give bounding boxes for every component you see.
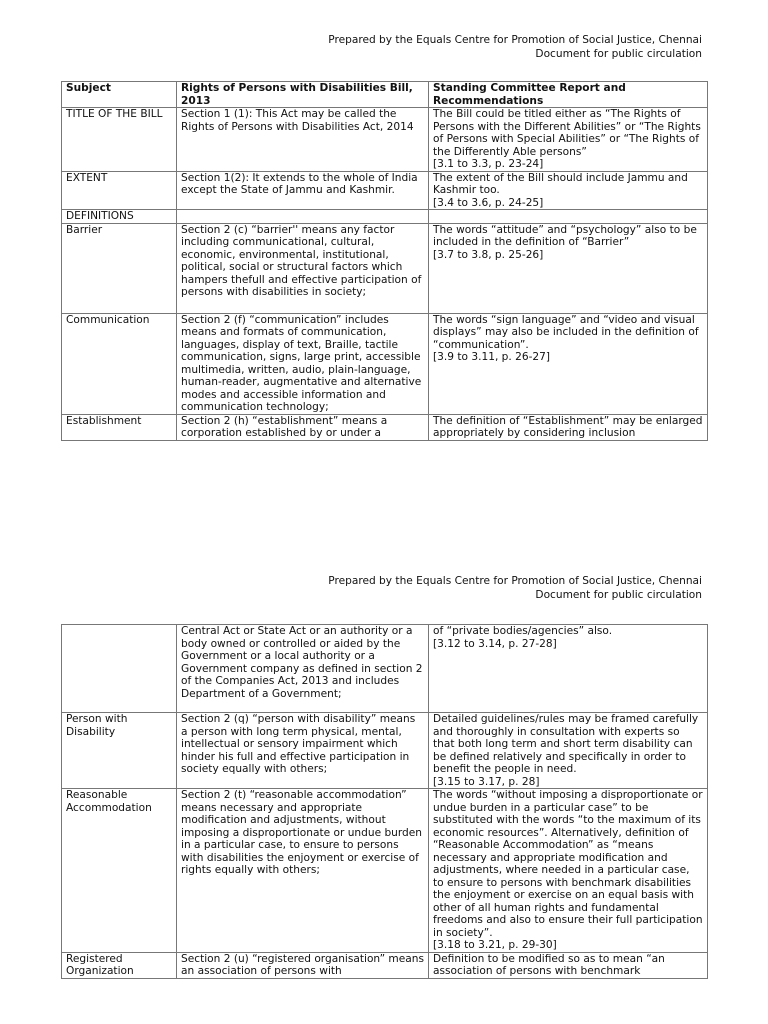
subject-cell [62, 625, 177, 713]
comparison-table [61, 81, 708, 441]
bill-cell: Section 2 (h) “establishment” means a corporation established by or under a [177, 414, 429, 440]
committee-cell: Definition to be modified so as to mean “an association of persons with benchmark [429, 952, 708, 978]
committee-cell: The definition of “Establishment” may be enlarged appropriately by considering inclusion [429, 414, 708, 440]
bill-cell: Section 1 (1): This Act may be called the Rights of Persons with Disabilities Act, 2014 [177, 108, 429, 172]
committee-text: The words “attitude” and “psychology” also to be included in the definition of “Barrier” [433, 223, 697, 248]
column-header-subject: Subject [62, 82, 177, 108]
header-circulation-line: Document for public circulation [535, 589, 702, 601]
subject-cell: Person with Disability [62, 713, 177, 789]
committee-cell [429, 713, 708, 789]
reference-text: [3.1 to 3.3, p. 23-24] [433, 158, 544, 170]
bill-cell: Section 2 (u) “registered organisation” means an association of persons with [177, 952, 429, 978]
committee-text: The words “sign language” and “video and visual displays” may also be included in the definition of “communication”. [433, 313, 699, 351]
column-header-bill: Rights of Persons with Disabilities Bill, 2013 [177, 82, 429, 108]
reference-text: [3.7 to 3.8, p. 25-26] [433, 248, 544, 261]
committee-cell [429, 108, 708, 172]
subject-cell: TITLE OF THE BILL [62, 108, 177, 172]
table-row [62, 952, 708, 978]
bill-cell: Section 2 (c) “barrier'' means any factor including communicational, cultural, economic, environmental, institutional, political, social or structural factors which hampers thefull and effective participation of persons with disabilities in society; [177, 223, 429, 313]
subject-cell: Establishment [62, 414, 177, 440]
committee-text: The words “without imposing a disproportionate or undue burden in a particular case” to be substituted with the words “to the maximum of its economic resources”. Alternatively, definition of “Reasonable Accommodation” as “means necessary and appropriate modification and adjustments, where needed in a particular case, to ensure to persons with benchmark disabilities the enjoyment or exercise on an equal basis with other of all human rights and fundamental freedoms and also to ensure their full participation in society”. [433, 789, 703, 939]
table-row [62, 789, 708, 953]
reference-text: [3.18 to 3.21, p. 29-30] [433, 939, 557, 951]
bill-cell: Section 2 (q) “person with disability” means a person with long term physical, mental, intellectual or sensory impairment which hinder his full and effective participation in society equally with others; [177, 713, 429, 789]
bill-cell: Section 1(2): It extends to the whole of India except the State of Jammu and Kashmir. [177, 171, 429, 210]
reference-text: [3.15 to 3.17, p. 28] [433, 775, 540, 788]
document-page-2 [0, 540, 768, 1024]
table-row [62, 108, 708, 172]
subject-cell: EXTENT [62, 171, 177, 210]
table-row [62, 414, 708, 440]
bill-cell: Section 2 (f) “communication” includes means and formats of communication, languages, display of text, Braille, tactile communication, signs, large print, accessible multimedia, written, audio, plain-language, human-reader, augmentative and alternative modes and accessible information and communication technology; [177, 313, 429, 414]
table-row [62, 313, 708, 414]
subject-cell: Communication [62, 313, 177, 414]
header-circulation-line: Document for public circulation [535, 48, 702, 60]
subject-cell: Registered Organization [62, 952, 177, 978]
reference-text: [3.9 to 3.11, p. 26-27] [433, 351, 551, 363]
table-row [62, 713, 708, 789]
committee-cell [429, 210, 708, 224]
subject-cell: DEFINITIONS [62, 210, 177, 224]
page-header [328, 33, 702, 61]
table-row [62, 223, 708, 313]
header-org-line: Prepared by the Equals Centre for Promotion of Social Justice, Chennai [328, 575, 702, 587]
table-row [62, 625, 708, 713]
committee-text: The Bill could be titled either as “The Rights of Persons with the Different Abilities” or “The Rights of Persons with Special Abilities” or “The Rights of the Differently Able persons” [433, 108, 701, 158]
committee-cell [429, 789, 708, 953]
subject-cell: Barrier [62, 223, 177, 313]
subject-cell: Reasonable Accommodation [62, 789, 177, 953]
bill-cell: Central Act or State Act or an authority or a body owned or controlled or aided by the Government or a local authority or a Government company as defined in section 2 of the Companies Act, 2013 and includes Department of a Government; [177, 625, 429, 713]
committee-cell [429, 313, 708, 414]
reference-text: [3.12 to 3.14, p. 27-28] [433, 637, 557, 650]
bill-cell: Section 2 (t) “reasonable accommodation” means necessary and appropriate modification and adjustments, without imposing a disproportionate or undue burden in a particular case, to ensure to persons with disabilities the enjoyment or exercise of rights equally with others; [177, 789, 429, 953]
bill-cell [177, 210, 429, 224]
committee-cell [429, 171, 708, 210]
committee-text: Detailed guidelines/rules may be framed carefully and thoroughly in consultation with experts so that both long term and short term disability can be defined relatively and specifically in order to benefit the people in need. [433, 713, 699, 775]
table-row [62, 171, 708, 210]
reference-text: [3.4 to 3.6, p. 24-25] [433, 196, 544, 209]
committee-text: The extent of the Bill should include Jammu and Kashmir too. [433, 171, 688, 196]
header-org-line: Prepared by the Equals Centre for Promotion of Social Justice, Chennai [328, 34, 702, 46]
committee-text: of “private bodies/agencies” also. [433, 625, 613, 637]
table-header-row [62, 82, 708, 108]
table-row [62, 210, 708, 224]
comparison-table-continued [61, 624, 708, 979]
committee-cell [429, 223, 708, 313]
page-header [328, 574, 702, 602]
committee-cell [429, 625, 708, 713]
column-header-committee: Standing Committee Report and Recommendations [429, 82, 708, 108]
